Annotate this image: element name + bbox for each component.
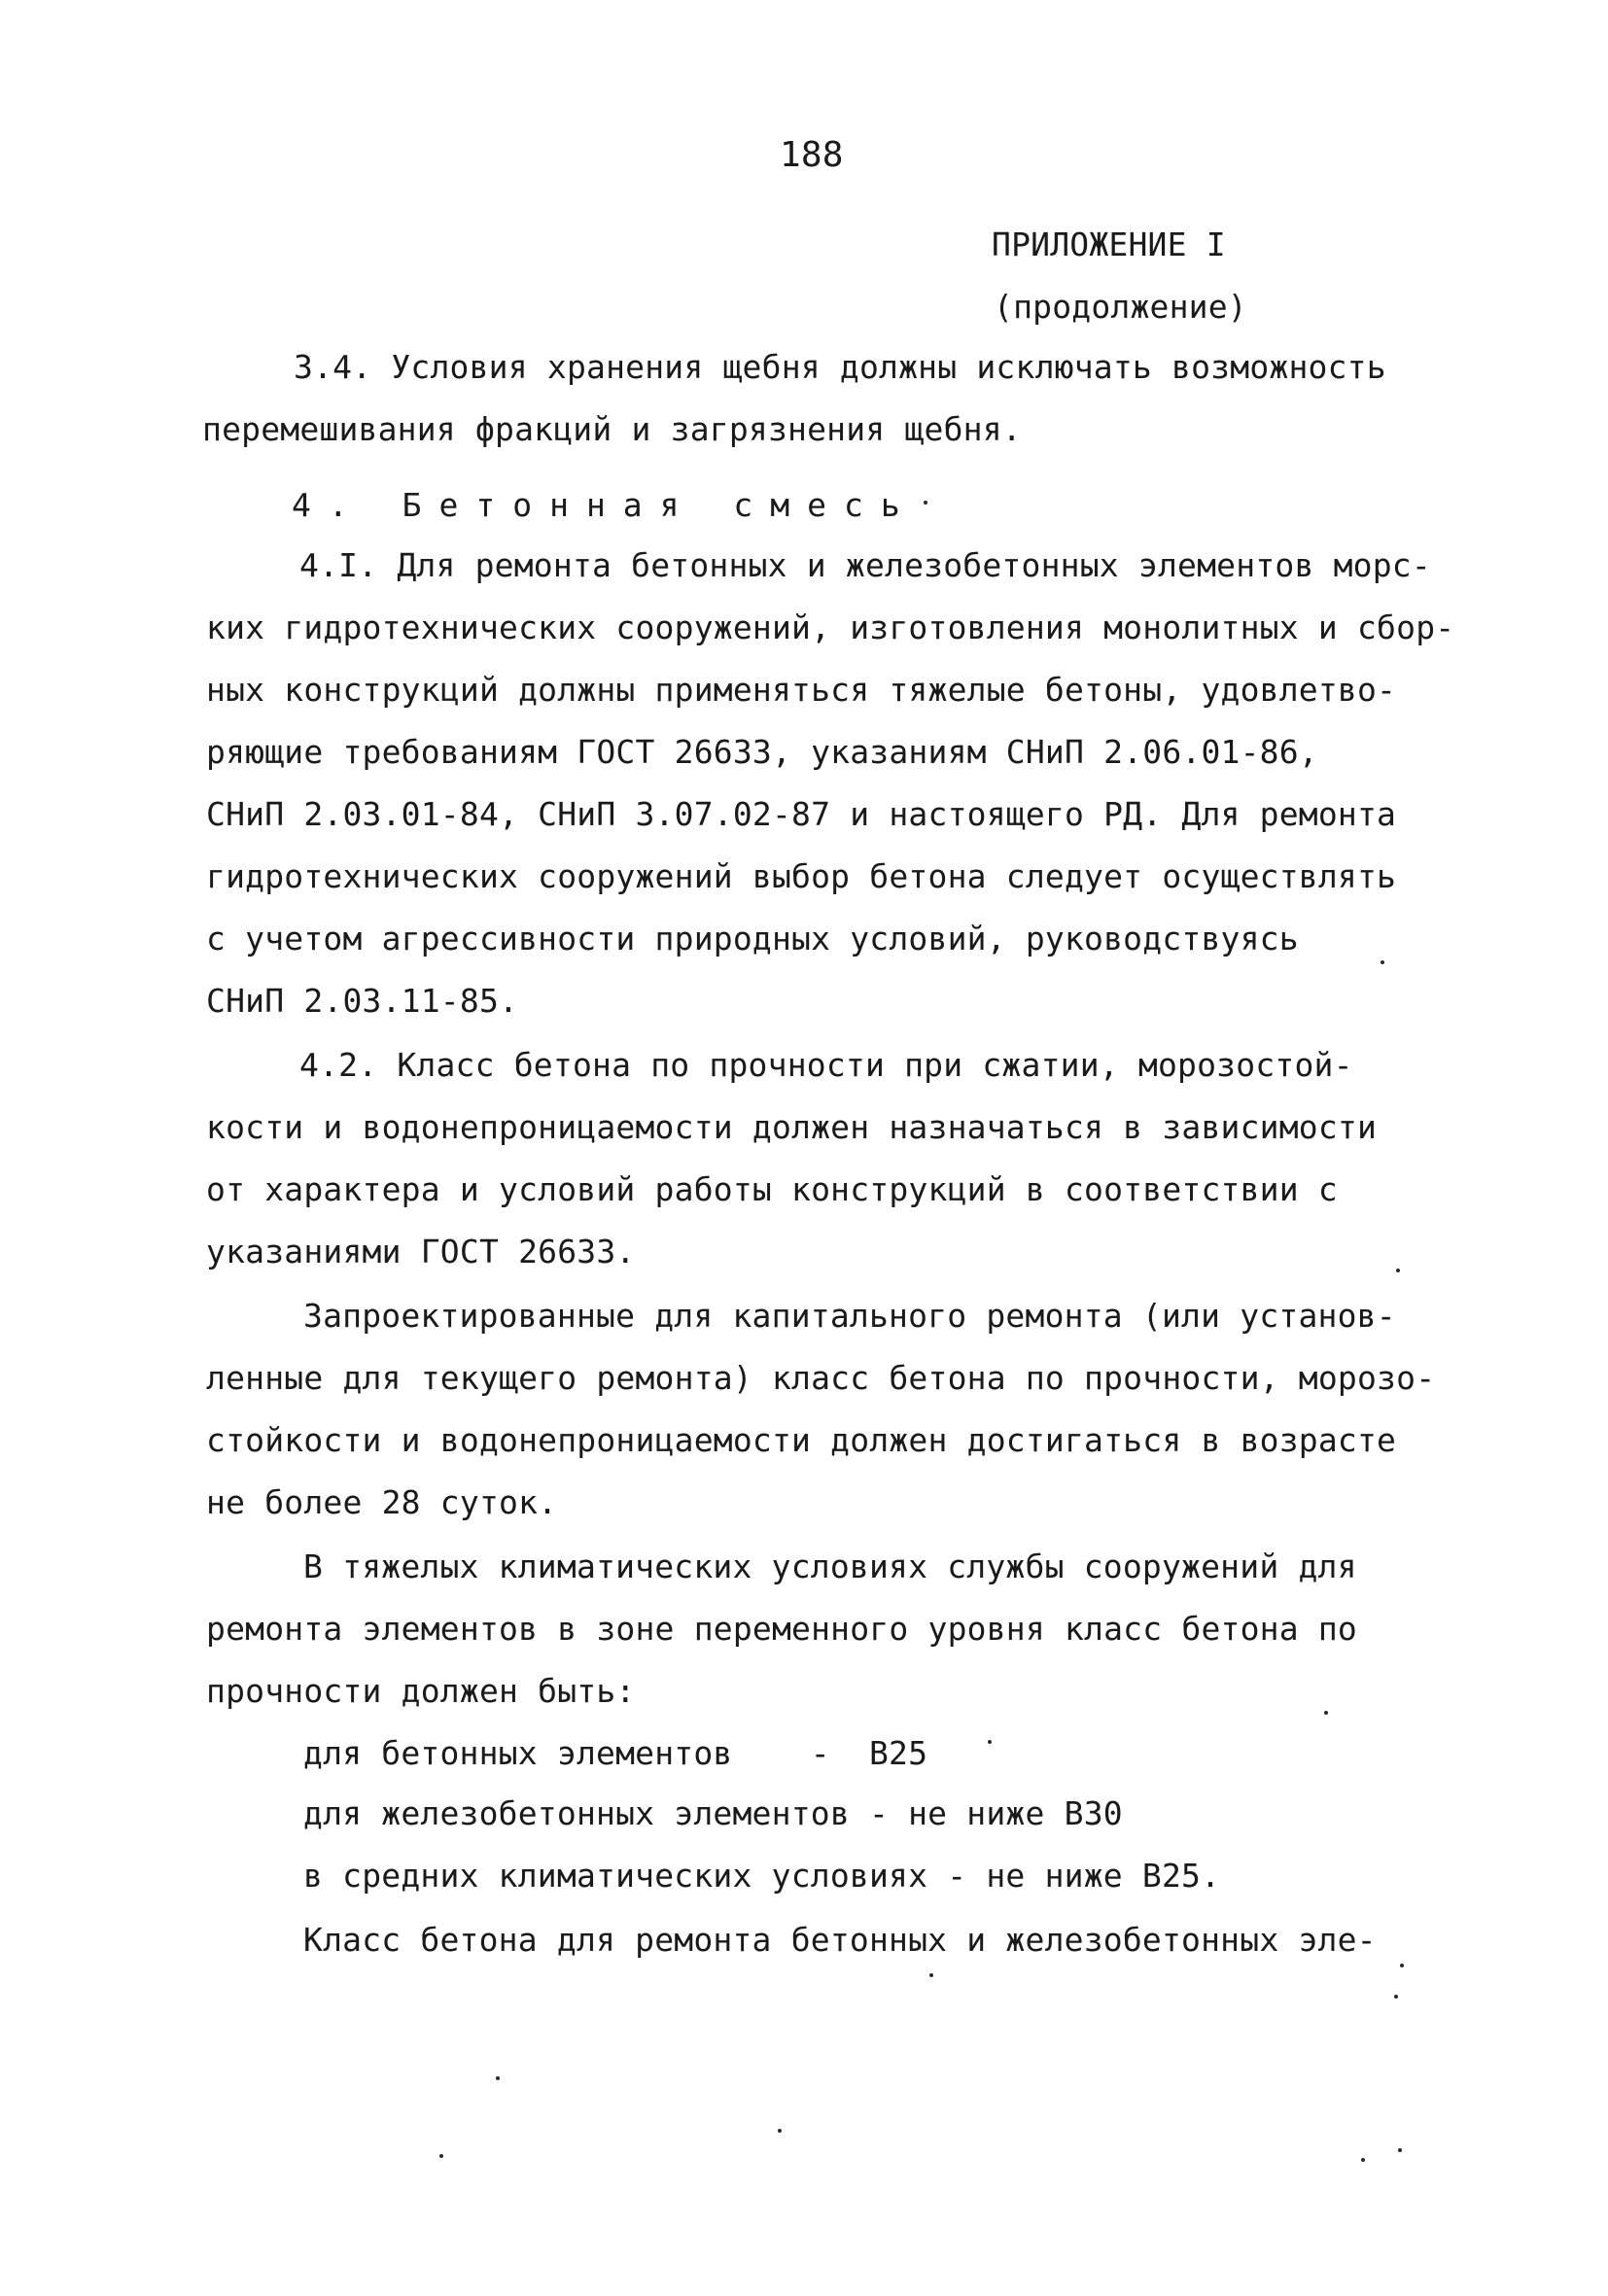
section-4-1-line: ких гидротехнических сооружений, изготовления монолитных и сбор- xyxy=(206,609,1455,646)
section-4-2-line: кости и водонепроницаемости должен назначаться в зависимости xyxy=(206,1108,1378,1146)
climate-paragraph-line: ремонта элементов в зоне переменного уровня класс бетона по xyxy=(206,1610,1357,1648)
climate-paragraph-line: прочности должен быть: xyxy=(206,1672,636,1710)
scan-speck xyxy=(1361,2158,1365,2162)
scan-speck xyxy=(1398,2148,1402,2152)
scan-speck xyxy=(778,2129,782,2133)
page-number: 188 xyxy=(780,135,844,175)
scan-speck xyxy=(439,2154,443,2158)
list-item: для бетонных элементов - В25 xyxy=(303,1734,928,1772)
section-4-1-line: с учетом агрессивности природных условий, руководствуясь xyxy=(206,920,1299,957)
list-item: в средних климатических условиях - не ниже В25. xyxy=(303,1857,1221,1895)
section-3-4-line: перемешивания фракций и загрязнения щебня. xyxy=(202,410,1022,448)
appendix-title: ПРИЛОЖЕНИЕ I xyxy=(992,226,1226,263)
section-4-heading: 4. Бетонная смесь xyxy=(292,486,918,524)
list-item: для железобетонных элементов - не ниже В30 xyxy=(303,1794,1123,1832)
scan-speck xyxy=(1381,960,1384,964)
section-4-2-line: 4.2. Класс бетона по прочности при сжатии, морозостой- xyxy=(299,1046,1353,1084)
closing-line: Класс бетона для ремонта бетонных и железобетонных эле- xyxy=(303,1921,1377,1959)
climate-paragraph-line: В тяжелых климатических условиях службы сооружений для xyxy=(303,1548,1357,1585)
section-4-2-line: от характера и условий работы конструкций в соответствии с xyxy=(206,1170,1338,1208)
scan-speck xyxy=(496,2076,500,2080)
appendix-subtitle: (продолжение) xyxy=(994,288,1247,326)
section-4-1-line: ряющие требованиям ГОСТ 26633, указаниям СНиП 2.06.01-86, xyxy=(206,733,1318,771)
design-paragraph-line: не более 28 суток. xyxy=(206,1483,558,1521)
section-4-2-line: указаниями ГОСТ 26633. xyxy=(206,1233,636,1270)
section-4-1-line: 4.I. Для ремонта бетонных и железобетонных элементов морс- xyxy=(299,546,1431,584)
design-paragraph-line: Запроектированные для капитального ремонта (или установ- xyxy=(303,1297,1396,1335)
design-paragraph-line: ленные для текущего ремонта) класс бетона по прочности, морозо- xyxy=(206,1359,1436,1397)
scan-speck xyxy=(1396,1269,1400,1272)
scan-speck xyxy=(1394,1995,1398,1999)
scan-speck xyxy=(988,1740,992,1744)
scan-speck xyxy=(1324,1711,1328,1715)
scan-speck xyxy=(1400,1964,1404,1967)
section-4-1-line: ных конструкций должны применяться тяжелые бетоны, удовлетво- xyxy=(206,671,1397,709)
section-4-1-line: СНиП 2.03.01-84, СНиП 3.07.02-87 и настоящего РД. Для ремонта xyxy=(206,795,1397,833)
design-paragraph-line: стойкости и водонепроницаемости должен достигаться в возрасте xyxy=(206,1421,1397,1459)
section-3-4-line: 3.4. Условия хранения щебня должны исключать возможность xyxy=(294,348,1386,386)
section-4-1-line: гидротехнических сооружений выбор бетона следует осуществлять xyxy=(206,857,1397,895)
scan-speck xyxy=(929,1973,933,1977)
scan-speck xyxy=(924,501,927,504)
section-4-1-line: СНиП 2.03.11-85. xyxy=(206,982,519,1020)
